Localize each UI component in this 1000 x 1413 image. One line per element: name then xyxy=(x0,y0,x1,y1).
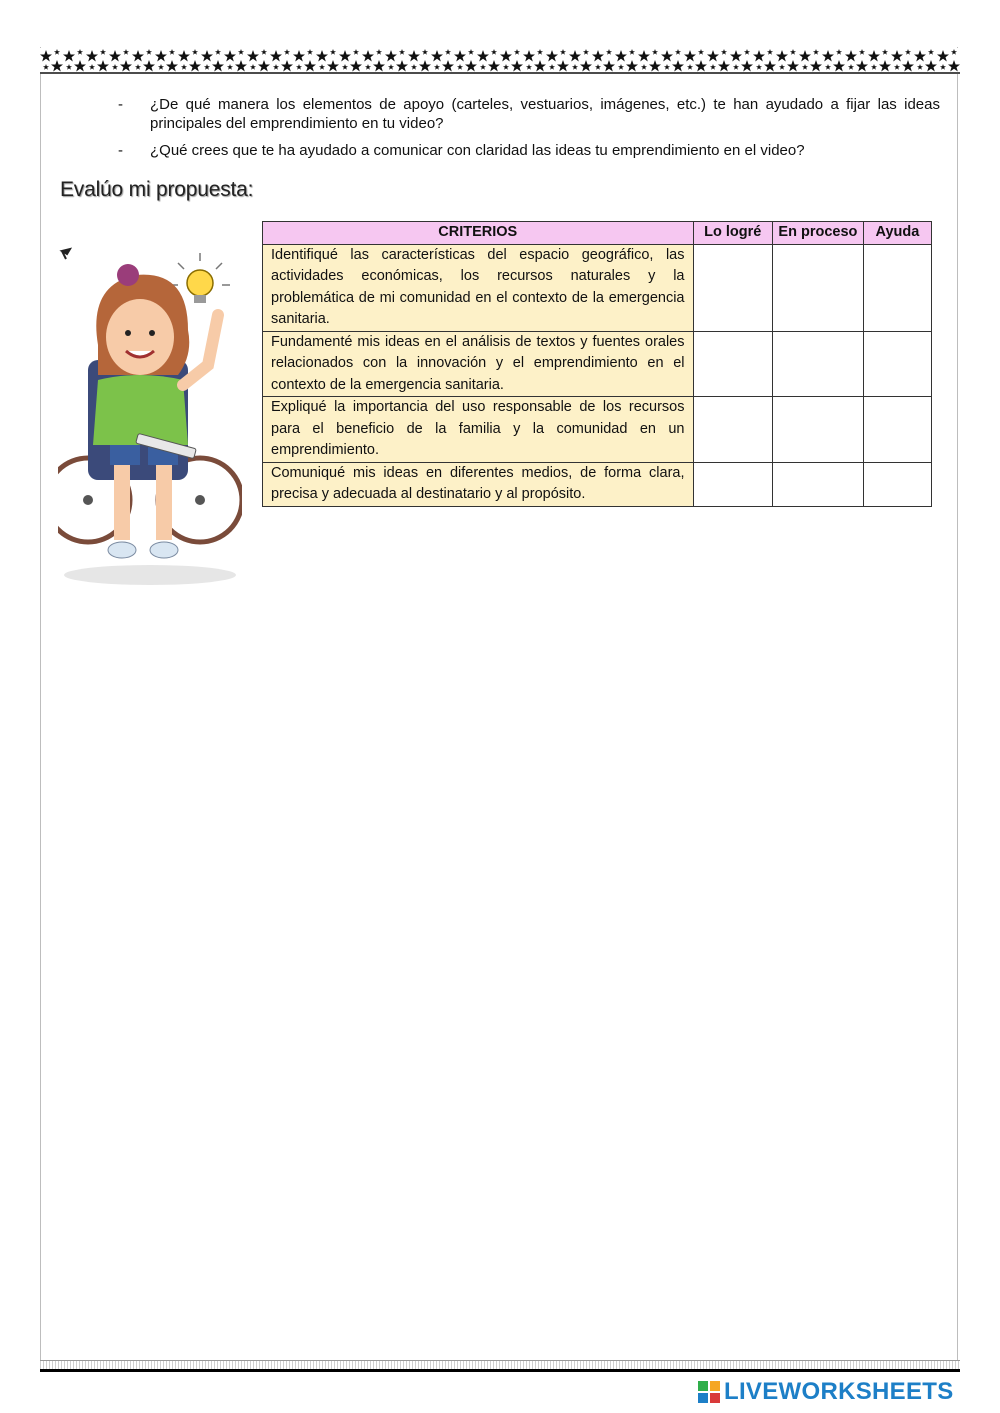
check-cell-ayuda[interactable] xyxy=(863,462,931,506)
header-lo-logre: Lo logré xyxy=(693,222,772,245)
criteria-table xyxy=(262,221,932,507)
reflection-questions xyxy=(118,95,940,168)
check-cell-en-proceso[interactable] xyxy=(772,462,863,506)
girl-wheelchair-illustration xyxy=(58,245,242,585)
table-row xyxy=(263,397,932,463)
check-cell-en-proceso[interactable] xyxy=(772,331,863,397)
criteria-cell: Comuniqué mis ideas en diferentes medios, de forma clara, precisa y adecuada al destinatario y al propósito. xyxy=(263,462,694,506)
check-cell-lo-logre[interactable] xyxy=(693,462,772,506)
table-row xyxy=(263,462,932,506)
check-cell-ayuda[interactable] xyxy=(863,331,931,397)
check-cell-ayuda[interactable] xyxy=(863,397,931,463)
header-criterios: CRITERIOS xyxy=(263,222,694,245)
header-en-proceso: En proceso xyxy=(772,222,863,245)
table-row xyxy=(263,244,932,331)
check-cell-ayuda[interactable] xyxy=(863,244,931,331)
check-cell-lo-logre[interactable] xyxy=(693,331,772,397)
question-bullet: - xyxy=(118,96,123,113)
question-bullet: - xyxy=(118,142,123,159)
check-cell-lo-logre[interactable] xyxy=(693,244,772,331)
liveworksheets-logo[interactable] xyxy=(698,1378,954,1406)
question-text: ¿Qué crees que te ha ayudado a comunicar con claridad las ideas tu emprendimiento en el video? xyxy=(150,142,805,159)
check-cell-en-proceso[interactable] xyxy=(772,244,863,331)
star-border xyxy=(40,48,960,74)
header-ayuda: Ayuda xyxy=(863,222,931,245)
question-item xyxy=(118,95,940,133)
logo-text: LIVEWORKSHEETS xyxy=(724,1378,954,1405)
bottom-rule xyxy=(40,1360,960,1372)
criteria-cell: Fundamenté mis ideas en el análisis de textos y fuentes orales relacionados con la innovación y el emprendimiento en el contexto de la emergencia sanitaria. xyxy=(263,331,694,397)
criteria-cell: Expliqué la importancia del uso responsable de los recursos para el beneficio de la familia y la comunidad en un emprendimiento. xyxy=(263,397,694,463)
section-title: Evalúo mi propuesta: xyxy=(60,178,254,201)
table-header-row xyxy=(263,222,932,245)
check-cell-lo-logre[interactable] xyxy=(693,397,772,463)
check-cell-en-proceso[interactable] xyxy=(772,397,863,463)
liveworksheets-badge-icon xyxy=(698,1381,720,1403)
question-text: ¿De qué manera los elementos de apoyo (carteles, vestuarios, imágenes, etc.) te han ayudado a fijar las ideas principales del emprendimiento en tu video? xyxy=(150,96,940,132)
criteria-cell: Identifiqué las características del espacio geográfico, las actividades económicas, los recursos naturales y la problemática de mi comunidad en el contexto de la emergencia sanitaria. xyxy=(263,244,694,331)
table-row xyxy=(263,331,932,397)
question-item xyxy=(118,141,940,160)
